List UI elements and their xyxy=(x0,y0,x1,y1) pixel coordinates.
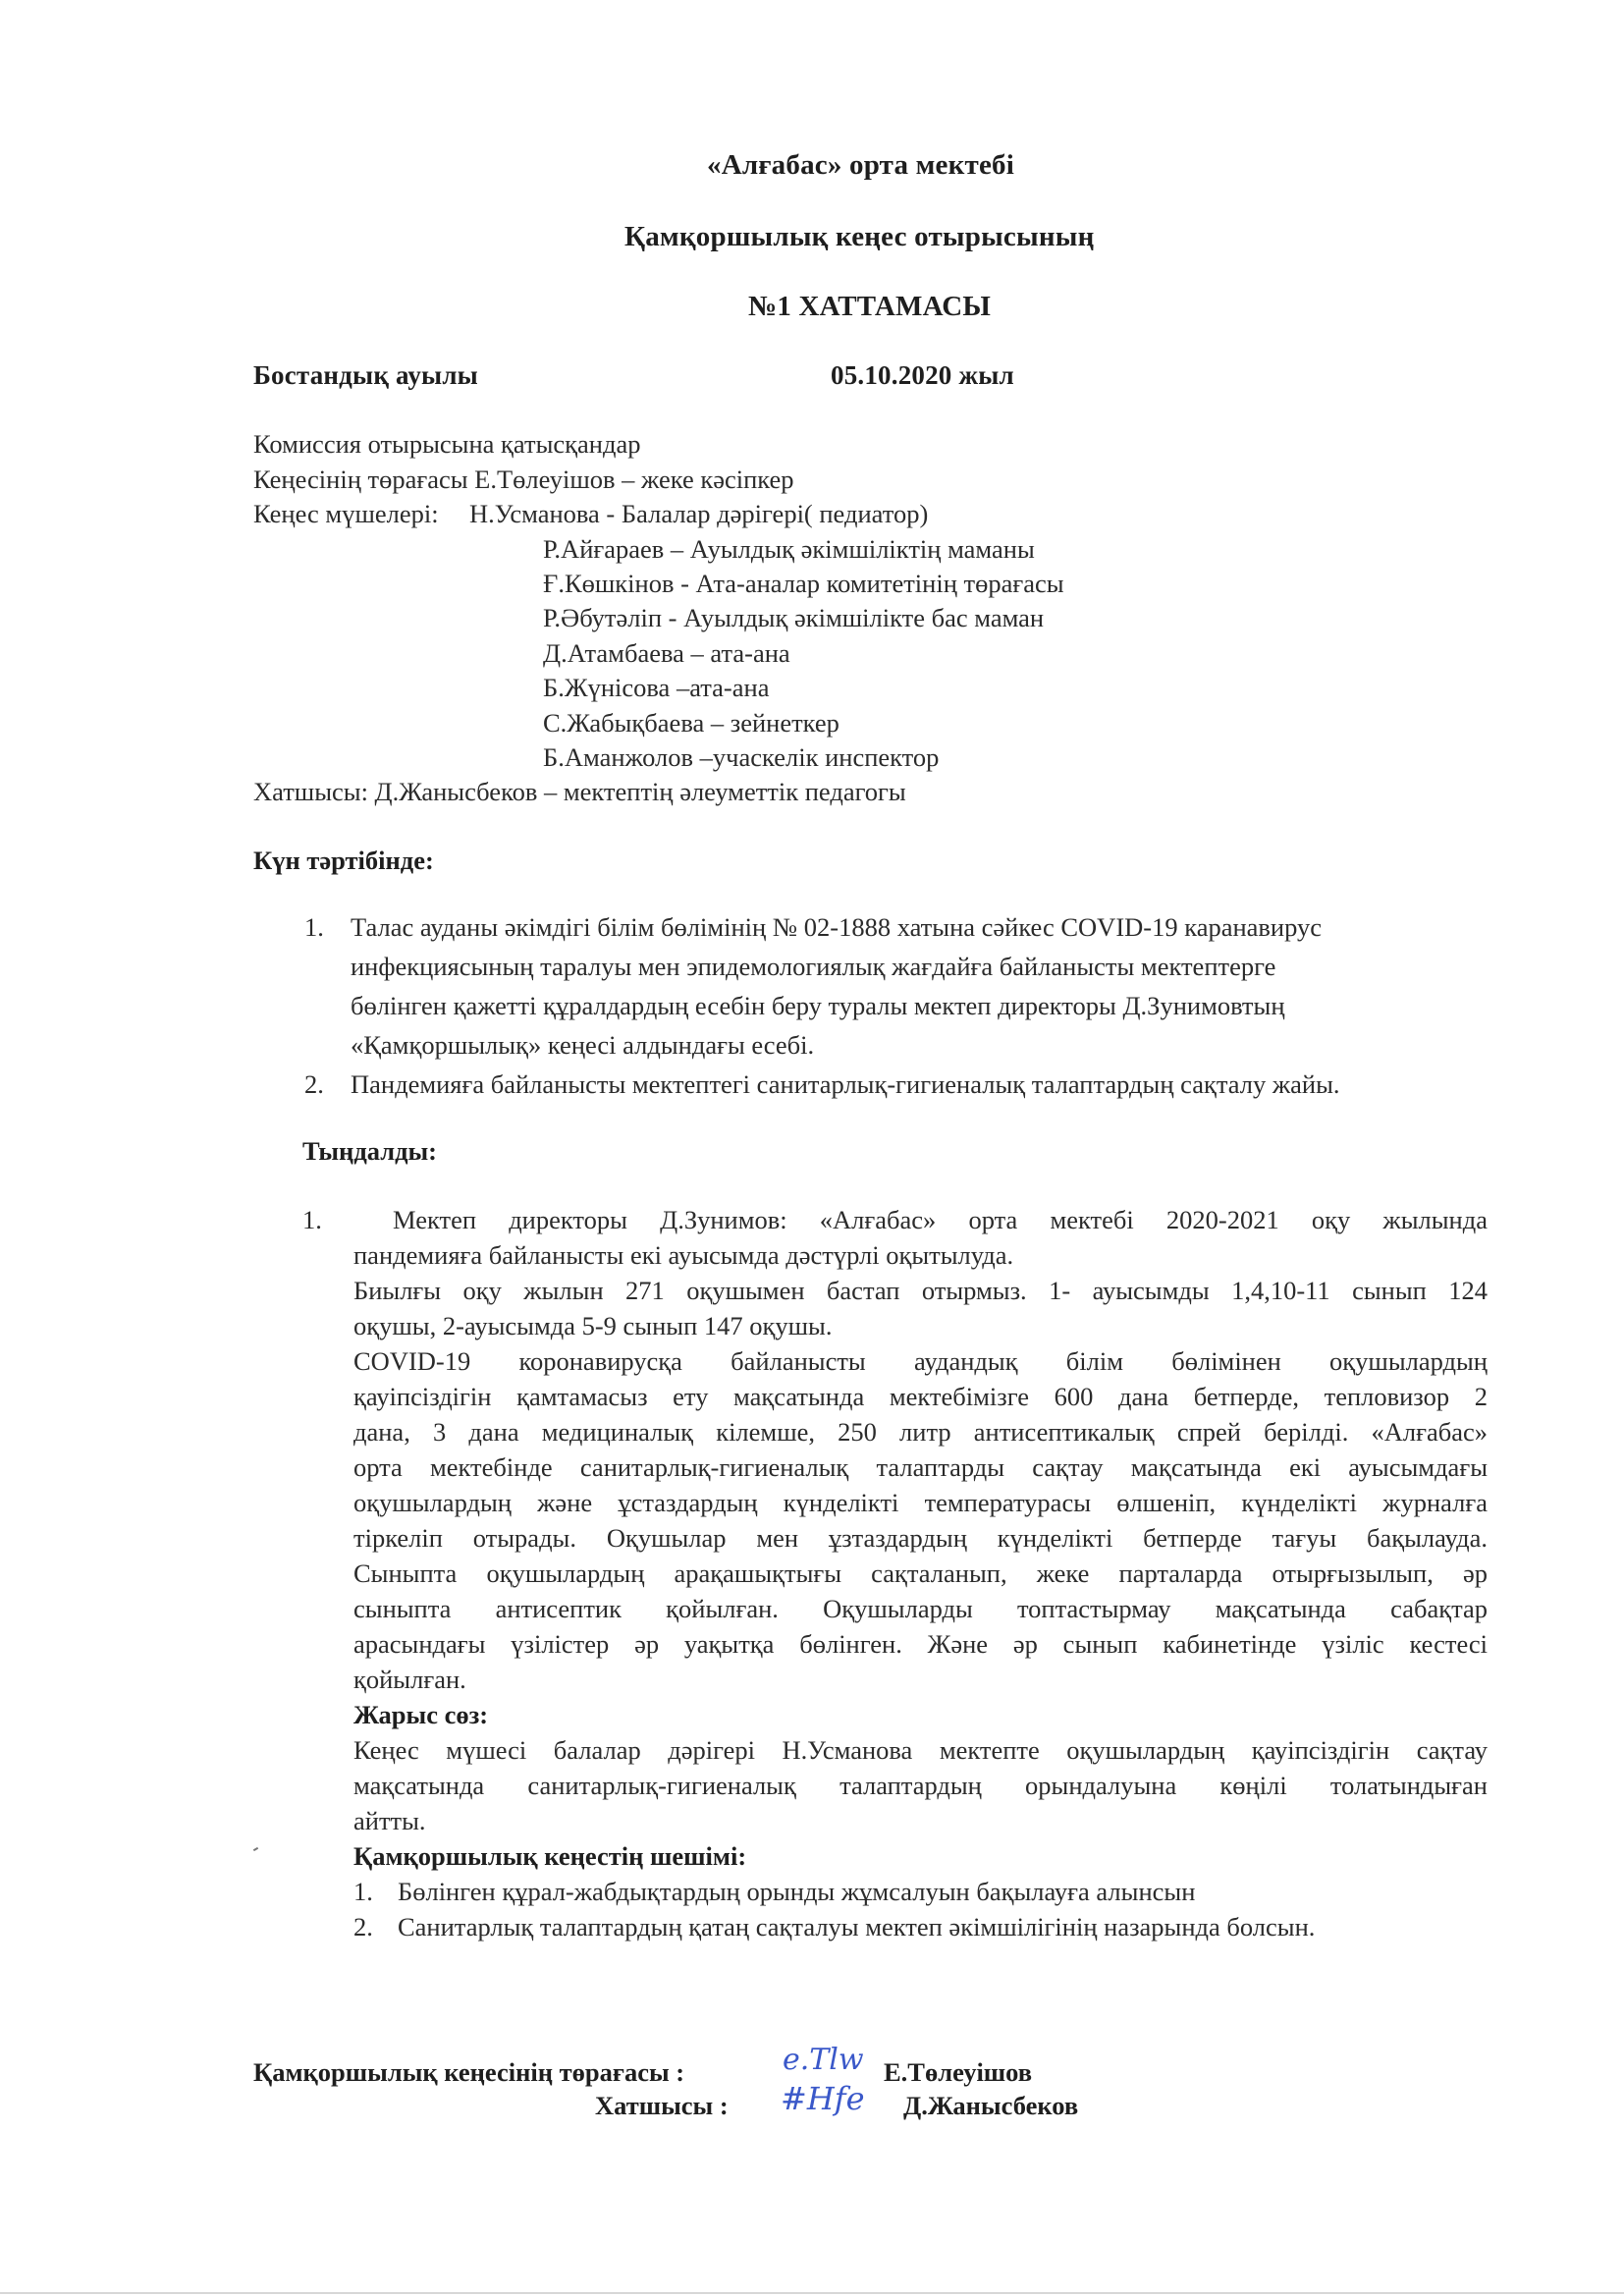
chair-line: Кеңесінің төрағасы Е.Төлеуішов – жеке кәсіпкер xyxy=(253,465,794,494)
member-item: С.Жабықбаева – зейнеткер xyxy=(543,708,839,738)
decision-number: 1. xyxy=(353,1877,373,1906)
agenda-line: Талас ауданы әкімдігі білім бөлімінің № 02-1888 хатына сәйкес COVID-19 каранавирус xyxy=(351,912,1323,942)
protocol-number: №1 ХАТТАМАСЫ xyxy=(748,291,992,322)
heard-line: Биылғы оқу жылын 271 оқушымен бастап отырмыз. 1- ауысымды 1,4,10-11 сынып 124 xyxy=(353,1276,1488,1305)
member-item: Р.Айғараев – Ауылдық әкімшіліктің маманы xyxy=(543,534,1035,564)
agenda-heading: Күн тәртібінде: xyxy=(253,846,434,875)
debate-line: мақсатында санитарлық-гигиеналық талаптардың орындалуына көңілі толатындыған xyxy=(353,1771,1488,1800)
secretary-line: Хатшысы: Д.Жанысбеков – мектептің әлеуметтік педагогы xyxy=(253,777,906,806)
agenda-line: «Қамқоршылық» кеңесі алдындағы есебі. xyxy=(351,1030,815,1060)
debate-heading: Жарыс сөз: xyxy=(353,1700,489,1729)
secretary-name: Д.Жанысбеков xyxy=(903,2091,1079,2120)
heard-line: COVID-19 коронавирусқа байланысты аудандық білім бөлімінен оқушылардың xyxy=(353,1346,1488,1376)
agenda-line: Пандемияға байланысты мектептегі санитарлық-гигиеналық талаптардың сақталу жайы. xyxy=(351,1069,1340,1099)
heard-line: орта мектебінде санитарлық-гигиеналық талаптарды сақтау мақсатында екі ауысымдағы xyxy=(353,1452,1488,1482)
debate-line: Кеңес мүшесі балалар дәрігері Н.Усманова мектепте оқушылардың қауіпсіздігін сақтау xyxy=(353,1735,1488,1765)
member-item: Б.Аманжолов –учаскелік инспектор xyxy=(543,742,940,772)
heard-number: 1. xyxy=(302,1205,322,1234)
heard-line: пандемияға байланысты екі ауысымда дәстүрлі оқытылуда. xyxy=(353,1240,1014,1270)
member-item: Д.Атамбаева – ата-ана xyxy=(543,638,790,668)
member-item: Ғ.Көшкінов - Ата-аналар комитетінің төрағасы xyxy=(543,569,1064,598)
school-name: «Алғабас» орта мектебі xyxy=(707,149,1015,181)
secretary-signature: #Hfe xyxy=(781,2080,865,2117)
place: Бостандық ауылы xyxy=(253,360,478,390)
decision-number: 2. xyxy=(353,1912,373,1941)
heard-heading: Тыңдалды: xyxy=(302,1136,437,1166)
chair-signature: e.Tlw xyxy=(783,2043,864,2077)
attendees-intro: Комиссия отырысына қатысқандар xyxy=(253,429,641,459)
agenda-number: 1. xyxy=(304,912,324,942)
heard-line: оқушы, 2-ауысымда 5-9 сынып 147 оқушы. xyxy=(353,1311,833,1340)
agenda-line: бөлінген қажетті құралдардың есебін беру туралы мектеп директоры Д.Зунимовтың xyxy=(351,991,1285,1020)
scan-speck xyxy=(253,1847,258,1851)
heard-line: Мектеп директоры Д.Зунимов: «Алғабас» орта мектебі 2020-2021 оқу жылында xyxy=(393,1205,1488,1234)
heard-line: дана, 3 дана медициналық кілемше, 250 литр антисептикалық спрей берілді. «Алғабас» xyxy=(353,1417,1488,1447)
members-label: Кеңес мүшелері: xyxy=(253,499,439,528)
heard-line: арасындағы үзілістер әр уақытқа бөлінген. Және әр сынып кабинетінде үзіліс кестесі xyxy=(353,1629,1488,1659)
member-item: Р.Әбутәліп - Ауылдық әкімшілікте бас маман xyxy=(543,603,1045,632)
chair-name: Е.Төлеуішов xyxy=(884,2057,1033,2087)
agenda-number: 2. xyxy=(304,1069,324,1099)
heard-line: оқушылардың және ұстаздардың күнделікті температурасы өлшеніп, күнделікті журналға xyxy=(353,1488,1488,1517)
meeting-title: Қамқоршылық кеңес отырысының xyxy=(624,221,1095,252)
date: 05.10.2020 жыл xyxy=(831,360,1014,390)
heard-line: қойылған. xyxy=(353,1665,466,1694)
heard-line: қауіпсіздігін қамтамасыз ету мақсатында мектебімізге 600 дана бетперде, тепловизор 2 xyxy=(353,1382,1488,1411)
agenda-line: инфекциясының таралуы мен эпидемологиялық жағдайға байланысты мектептерге xyxy=(351,952,1276,981)
decision-item: Санитарлық талаптардың қатаң сақталуы мектеп әкімшілігінің назарында болсын. xyxy=(398,1912,1316,1941)
heard-line: сыныпта антисептик қойылған. Оқушыларды топтастырмау мақсатында сабақтар xyxy=(353,1594,1488,1623)
heard-line: Сыныпта оқушылардың арақашықтығы сақталанып, жеке парталарда отырғызылып, әр xyxy=(353,1558,1488,1588)
secretary-signature-label: Хатшысы : xyxy=(595,2091,729,2120)
scan-edge xyxy=(0,2292,1624,2294)
member-item: Н.Усманова - Балалар дәрігері( педиатор) xyxy=(469,499,929,528)
chair-signature-label: Қамқоршылық кеңесінің төрағасы : xyxy=(253,2057,685,2087)
heard-line: тіркеліп отырады. Оқушылар мен ұзтаздардың күнделікті бетперде тағуы бақылауда. xyxy=(353,1523,1488,1553)
member-item: Б.Жүнісова –ата-ана xyxy=(543,673,770,702)
debate-line: айтты. xyxy=(353,1806,426,1835)
decision-heading: Қамқоршылық кеңестің шешімі: xyxy=(353,1841,747,1871)
decision-item: Бөлінген құрал-жабдықтардың орынды жұмсалуын бақылауға алынсын xyxy=(398,1877,1196,1906)
